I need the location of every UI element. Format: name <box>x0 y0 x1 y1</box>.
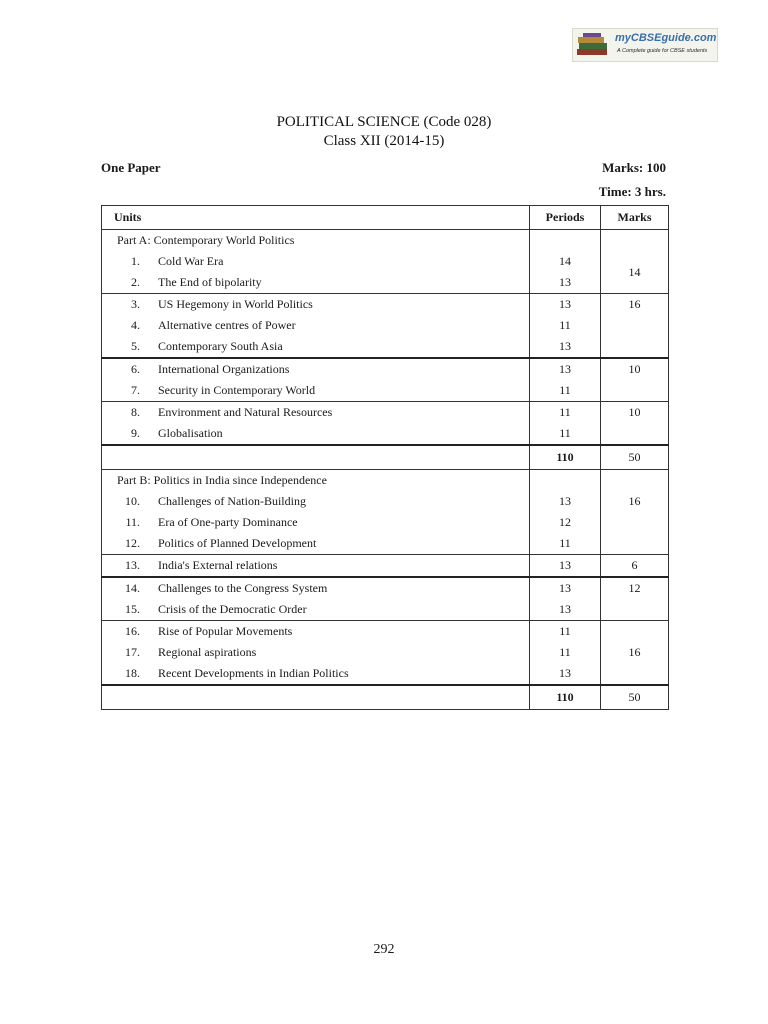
unit-title: India's External relations <box>158 558 278 572</box>
unit-number: 17. <box>125 645 140 659</box>
unit-number: 4. <box>131 318 140 332</box>
unit-number: 15. <box>125 602 140 616</box>
time-allowed: Time: 3 hrs. <box>598 184 666 199</box>
document-subtitle: Class XII (2014-15) <box>323 133 445 149</box>
part-a-total-row <box>102 445 669 470</box>
unit-periods: 13 <box>530 358 601 380</box>
unit-periods: 11 <box>530 642 601 663</box>
header-units: Units <box>102 206 530 230</box>
unit-periods: 11 <box>530 402 601 424</box>
part-a-total-periods: 110 <box>530 445 601 470</box>
group-marks: 10 <box>601 358 669 402</box>
group-marks: 16 <box>601 294 669 359</box>
table-row <box>102 423 669 445</box>
group-marks: 16 <box>601 621 669 686</box>
part-b-heading-row <box>102 470 669 492</box>
unit-title: The End of bipolarity <box>158 275 262 289</box>
table-row <box>102 642 669 663</box>
unit-periods: 11 <box>530 533 601 555</box>
part-a-total-marks: 50 <box>601 445 669 470</box>
unit-title: Era of One-party Dominance <box>158 515 298 529</box>
unit-title: International Organizations <box>158 362 290 376</box>
header-marks: Marks <box>601 206 669 230</box>
unit-periods: 11 <box>530 621 601 643</box>
unit-title: US Hegemony in World Politics <box>158 297 313 311</box>
unit-title: Rise of Popular Movements <box>158 624 293 638</box>
books-icon <box>575 32 611 58</box>
unit-periods: 13 <box>530 294 601 316</box>
unit-number: 1. <box>131 254 140 268</box>
unit-number: 8. <box>131 405 140 419</box>
part-a-heading: Part A: Contemporary World Politics <box>102 230 530 252</box>
unit-title: Recent Developments in Indian Politics <box>158 666 349 680</box>
part-b-heading: Part B: Politics in India since Independence <box>102 470 530 492</box>
document-title: POLITICAL SCIENCE (Code 028) <box>276 114 492 130</box>
unit-title: Contemporary South Asia <box>158 339 283 353</box>
mycbseguide-logo <box>572 28 718 62</box>
table-row <box>102 251 669 272</box>
unit-periods: 11 <box>530 315 601 336</box>
unit-number: 10. <box>125 494 140 508</box>
table-row <box>102 294 669 316</box>
unit-periods: 13 <box>530 663 601 685</box>
table-row <box>102 272 669 294</box>
header-periods: Periods <box>530 206 601 230</box>
unit-title: Alternative centres of Power <box>158 318 296 332</box>
unit-title: Challenges of Nation-Building <box>158 494 306 508</box>
unit-title: Crisis of the Democratic Order <box>158 602 307 616</box>
unit-number: 9. <box>131 426 140 440</box>
table-row <box>102 621 669 643</box>
unit-periods: 13 <box>530 272 601 294</box>
unit-periods: 12 <box>530 512 601 533</box>
unit-number: 11. <box>125 515 140 529</box>
unit-periods: 14 <box>530 251 601 272</box>
part-b-total-periods: 110 <box>530 685 601 710</box>
unit-number: 6. <box>131 362 140 376</box>
unit-periods: 13 <box>530 555 601 578</box>
logo-tagline: A Complete guide for CBSE students <box>617 48 708 54</box>
unit-number: 12. <box>125 536 140 550</box>
unit-number: 16. <box>125 624 140 638</box>
unit-number: 5. <box>131 339 140 353</box>
unit-title: Cold War Era <box>158 254 224 268</box>
page-number: 292 <box>373 942 395 957</box>
table-row <box>102 491 669 512</box>
unit-title: Politics of Planned Development <box>158 536 317 550</box>
table-header-row <box>102 206 669 230</box>
unit-periods: 11 <box>530 423 601 445</box>
table-row <box>102 533 669 555</box>
table-row <box>102 577 669 599</box>
table-row <box>102 402 669 424</box>
table-row <box>102 336 669 358</box>
unit-number: 18. <box>125 666 140 680</box>
group-marks: 10 <box>601 402 669 446</box>
table-row <box>102 315 669 336</box>
unit-periods: 13 <box>530 491 601 512</box>
table-row <box>102 599 669 621</box>
logo-name: myCBSEguide.com <box>615 32 717 44</box>
group-marks: 6 <box>601 555 669 578</box>
part-a-heading-row <box>102 230 669 252</box>
table-row <box>102 512 669 533</box>
table-row <box>102 555 669 578</box>
max-marks: Marks: 100 <box>602 160 666 175</box>
unit-title: Environment and Natural Resources <box>158 405 333 419</box>
unit-number: 7. <box>131 383 140 397</box>
unit-number: 14. <box>125 581 140 595</box>
group-marks: 12 <box>601 577 669 621</box>
unit-title: Challenges to the Congress System <box>158 581 328 595</box>
unit-title: Regional aspirations <box>158 645 257 659</box>
unit-periods: 13 <box>530 336 601 358</box>
unit-number: 13. <box>125 558 140 572</box>
unit-periods: 13 <box>530 599 601 621</box>
group-marks: 16 <box>601 491 669 555</box>
unit-number: 2. <box>131 275 140 289</box>
group-marks: 14 <box>601 251 669 294</box>
paper-label: One Paper <box>101 160 161 175</box>
unit-title: Security in Contemporary World <box>158 383 316 397</box>
part-b-total-row <box>102 685 669 710</box>
part-b-total-marks: 50 <box>601 685 669 710</box>
unit-periods: 11 <box>530 380 601 402</box>
table-row <box>102 358 669 380</box>
unit-periods: 13 <box>530 577 601 599</box>
table-row <box>102 663 669 685</box>
syllabus-table <box>101 205 669 710</box>
table-row <box>102 380 669 402</box>
unit-title: Globalisation <box>158 426 223 440</box>
unit-number: 3. <box>131 297 140 311</box>
